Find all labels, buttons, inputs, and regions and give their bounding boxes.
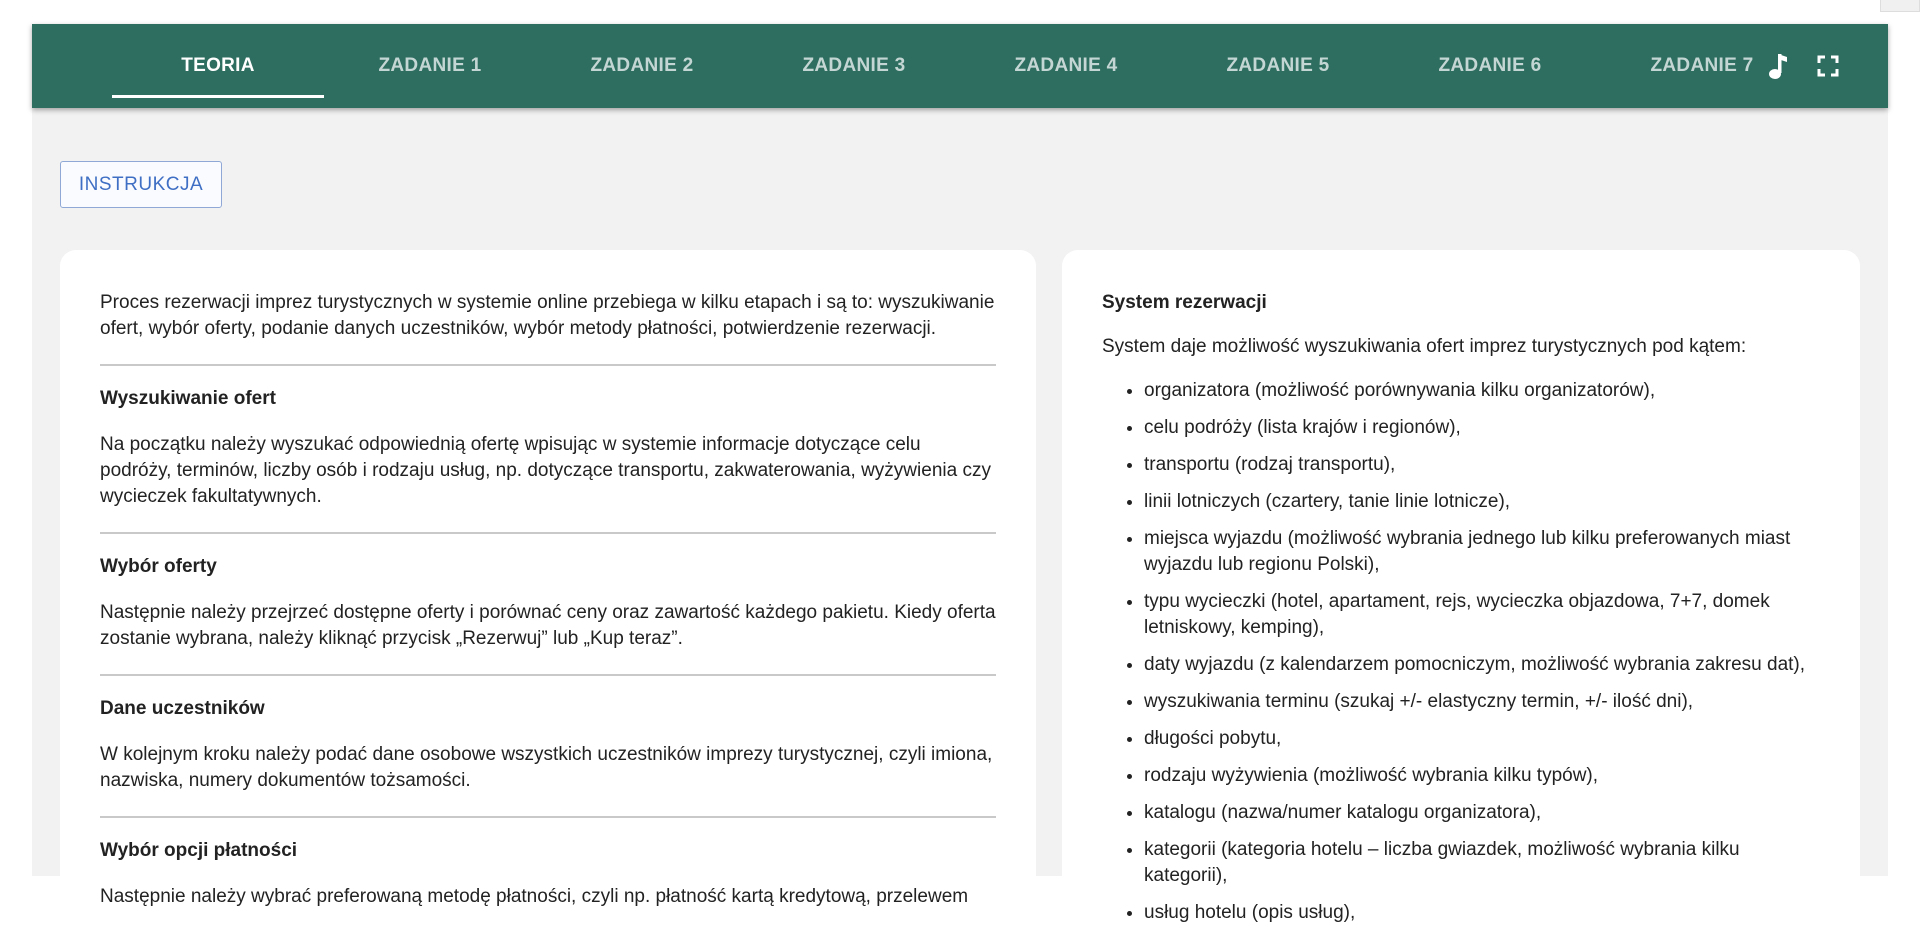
list-item: • transportu (rodzaj transportu),: [1144, 452, 1820, 478]
list-item: • daty wyjazdu (z kalendarzem pomocniczym, możliwość wybrania zakresu dat),: [1144, 652, 1820, 678]
list-item: • kategorii (kategoria hotelu – liczba gwiazdek, możliwość wybrania kilku kategorii),: [1144, 837, 1820, 889]
tab-zadanie-5[interactable]: ZADANIE 5: [1226, 55, 1330, 76]
music-note-icon[interactable]: [1762, 50, 1794, 82]
list-item: • organizatora (możliwość porównywania kilku organizatorów),: [1144, 378, 1820, 404]
divider: [100, 364, 996, 366]
top-navigation: [32, 24, 1888, 108]
list-item: • rodzaju wyżywienia (możliwość wybrania kilku typów),: [1144, 763, 1820, 789]
window-corner-control[interactable]: [1880, 0, 1920, 12]
section-title: Wybór opcji płatności: [100, 840, 298, 861]
booking-system-card: [1062, 250, 1860, 950]
divider: [100, 816, 996, 818]
intro-text: Proces rezerwacji imprez turystycznych w systemie online przebiega w kilku etapach i są to: wyszukiwanie ofert, wybór oferty, podanie danych uczestników, wybór metody płatności, potwierdzenie rezerwacji.: [100, 292, 995, 339]
section-text: W kolejnym kroku należy podać dane osobowe wszystkich uczestników imprezy turystycznej, czyli imiona, nazwiska, numery dokumentów tożsamości.: [100, 744, 993, 791]
app-container: [32, 24, 1888, 923]
list-item: • katalogu (nazwa/numer katalogu organizatora),: [1144, 800, 1820, 826]
tab-zadanie-7[interactable]: ZADANIE 7: [1650, 55, 1754, 76]
divider: [100, 674, 996, 676]
theory-card: [60, 250, 1036, 950]
tab-zadanie-4[interactable]: ZADANIE 4: [1014, 55, 1118, 76]
tab-zadanie-3[interactable]: ZADANIE 3: [802, 55, 906, 76]
list-item: • usług hotelu (opis usług),: [1144, 900, 1820, 926]
section-text: Następnie należy wybrać preferowaną metodę płatności, czyli np. płatność kartą kredytową, przelewem: [100, 886, 969, 907]
list-item: • wyszukiwania terminu (szukaj +/- elastyczny termin, +/- ilość dni),: [1144, 689, 1820, 715]
tab-zadanie-2[interactable]: ZADANIE 2: [590, 55, 694, 76]
section-text: Następnie należy przejrzeć dostępne oferty i porównać ceny oraz zawartość każdego pakietu. Kiedy oferta zostanie wybrana, należy kliknąć przycisk „Rezerwuj” lub „Kup teraz”.: [100, 602, 996, 649]
list-item: • linii lotniczych (czartery, tanie linie lotnicze),: [1144, 489, 1820, 515]
list-item: • celu podróży (lista krajów i regionów),: [1144, 415, 1820, 441]
tab-zadanie-6[interactable]: ZADANIE 6: [1438, 55, 1542, 76]
search-criteria-list: [1102, 378, 1820, 926]
section-text: Na początku należy wyszukać odpowiednią ofertę wpisując w systemie informacje dotyczące celu podróży, terminów, liczby osób i rodzaju usług, np. dotyczące transportu, zakwaterowania, wyżywienia czy wycieczek fakultatywnych.: [100, 434, 991, 507]
card-intro: System daje możliwość wyszukiwania ofert imprez turystycznych pod kątem:: [1102, 336, 1747, 357]
tab-teoria[interactable]: TEORIA: [112, 24, 324, 108]
instruction-button[interactable]: INSTRUKCJA: [60, 161, 222, 208]
tab-zadanie-1[interactable]: ZADANIE 1: [378, 55, 482, 76]
fullscreen-icon[interactable]: [1812, 50, 1844, 82]
divider: [100, 532, 996, 534]
section-title: Wyszukiwanie ofert: [100, 388, 276, 409]
section-title: Wybór oferty: [100, 556, 217, 577]
list-item: • typu wycieczki (hotel, apartament, rejs, wycieczka objazdowa, 7+7, domek letniskowy, kemping),: [1144, 589, 1820, 641]
list-item: • miejsca wyjazdu (możliwość wybrania jednego lub kilku preferowanych miast wyjazdu lub regionu Polski),: [1144, 526, 1820, 578]
section-title: Dane uczestników: [100, 698, 265, 719]
card-title: System rezerwacji: [1102, 292, 1267, 313]
list-item: • długości pobytu,: [1144, 726, 1820, 752]
